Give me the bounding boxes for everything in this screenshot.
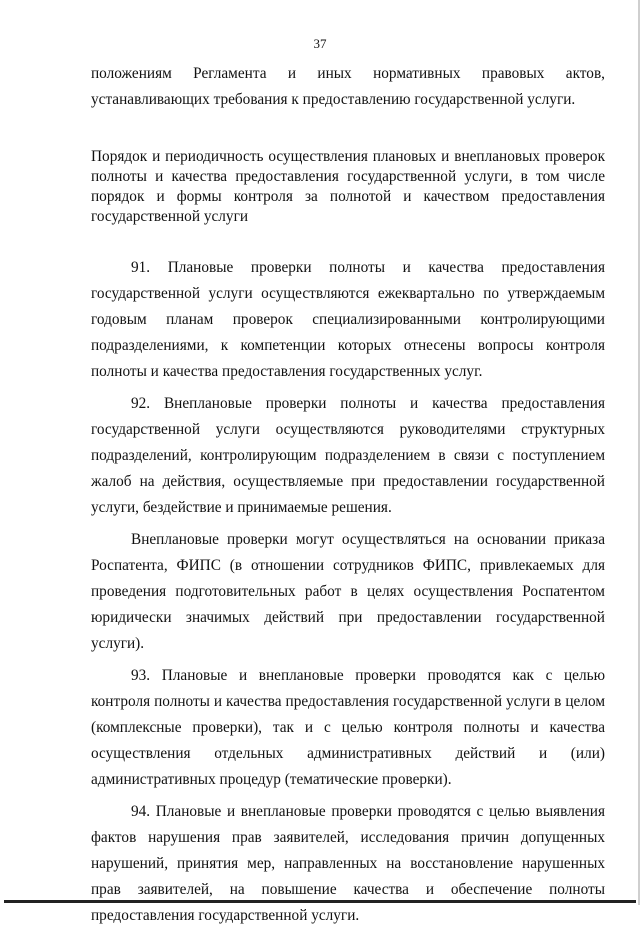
section-heading xyxy=(91,147,605,227)
paragraph-91: 91. Плановые проверки полноты и качества предоставления государственной услуги осуществляются ежеквартально по утверждаемым годовым планам проверок специализированными контролирующими подразделениями, к компетенции которых отнесены вопросы контроля полноты и качества предоставления государственных услуг. xyxy=(91,259,605,380)
page-number: 37 xyxy=(313,36,327,51)
scan-edge-bottom xyxy=(4,900,636,903)
paragraph-94: 94. Плановые и внеплановые проверки проводятся с целью выявления фактов нарушения прав заявителей, исследования причин допущенных нарушений, принятия мер, направленных на восстановление нарушенных прав заявителей, на повышение качества и обеспечение полноты предоставления государственной услуги. xyxy=(91,803,605,924)
paragraph-intro: положениям Регламента и иных нормативных правовых актов, устанавливающих требования к предоставлению государственной услуги. xyxy=(91,65,605,108)
document-body xyxy=(91,61,605,929)
paragraph-92-continued: Внеплановые проверки могут осуществляться на основании приказа Роспатента, ФИПС (в отношении сотрудников ФИПС, привлекаемых для проведения подготовительных работ в целях осуществления Роспатентом юридически значимых действий при предоставлении государственной услуги). xyxy=(91,531,605,652)
paragraph-92: 92. Внеплановые проверки полноты и качества предоставления государственной услуги осуществляются руководителями структурных подразделений, контролирующим подразделением в связи с поступлением жалоб на действия, осуществляемые при предоставлении государственной услуги, бездействие и принимаемые решения. xyxy=(91,395,605,516)
section-heading-text: Порядок и периодичность осуществления плановых и внеплановых проверок полноты и качества предоставления государственной услуги, в том числе порядок и формы контроля за полнотой и качеством предоставления государственной услуги xyxy=(91,148,605,225)
paragraph-93: 93. Плановые и внеплановые проверки проводятся как с целью контроля полноты и качества предоставления государственной услуги в целом (комплексные проверки), так и с целью контроля полноты и качества осуществления отдельных административных действий и (или) административных процедур (тематические проверки). xyxy=(91,667,605,788)
